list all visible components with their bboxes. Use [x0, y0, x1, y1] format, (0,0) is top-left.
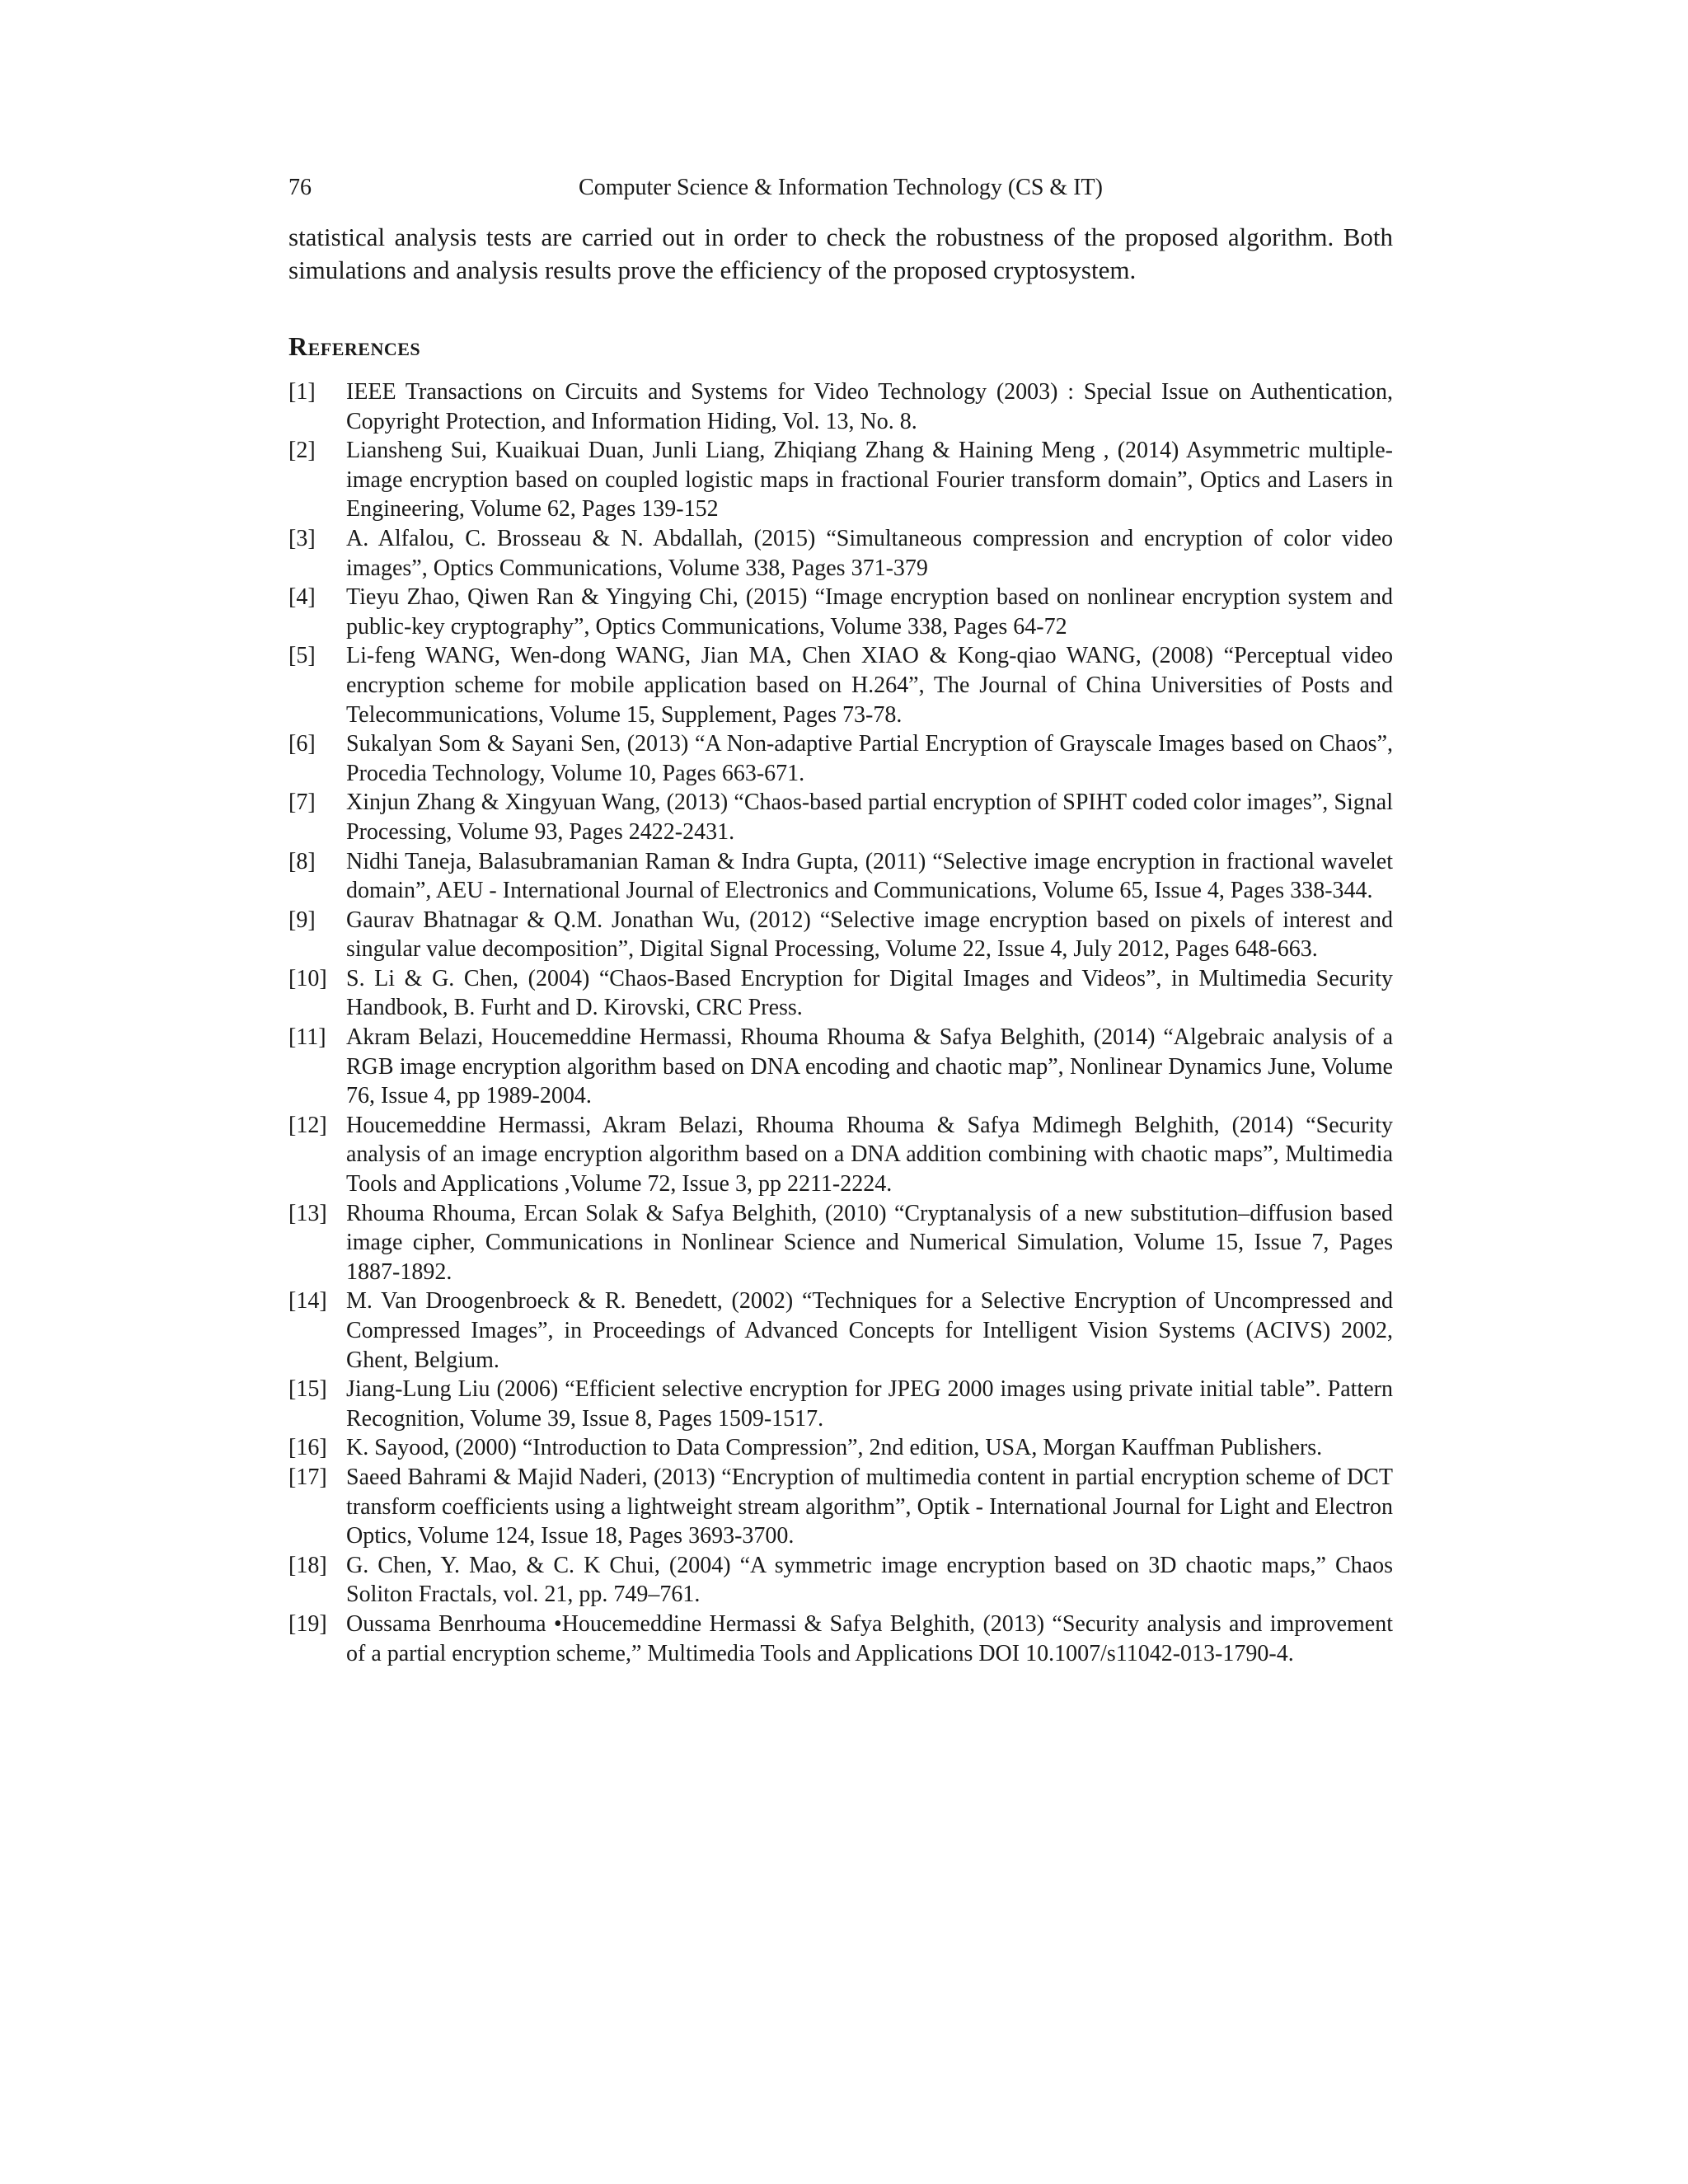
running-title: Computer Science & Information Technology (CS & IT) [579, 175, 1103, 200]
reference-item-1 [288, 377, 1393, 436]
reference-number: [15] [288, 1376, 327, 1403]
reference-number: [19] [288, 1610, 327, 1637]
reference-number: [10] [288, 965, 327, 991]
reference-text: G. Chen, Y. Mao, & C. K Chui, (2004) “A symmetric image encryption based on 3D chaotic maps,” Chaos Soliton Fractals, vol. 21, pp. 749–761. [346, 1552, 1393, 1608]
reference-number: [1] [288, 379, 316, 405]
reference-number: [11] [288, 1024, 326, 1051]
reference-text: Liansheng Sui, Kuaikuai Duan, Junli Liang, Zhiqiang Zhang & Haining Meng , (2014) Asymmetric multiple-image encryption based on coupled logistic maps in fractional Fourier transform domain”, Optics and Lasers in Engineering, Volume 62, Pages 139-152 [346, 438, 1393, 523]
reference-text: Sukalyan Som & Sayani Sen, (2013) “A Non-adaptive Partial Encryption of Grayscale Images based on Chaos”, Procedia Technology, Volume 10, Pages 663-671. [346, 731, 1393, 786]
reference-item-6 [288, 729, 1393, 788]
reference-item-5 [288, 641, 1393, 729]
page-header [288, 170, 1393, 206]
reference-number: [5] [288, 643, 316, 669]
reference-number: [7] [288, 790, 316, 816]
reference-text: IEEE Transactions on Circuits and Systems for Video Technology (2003) : Special Issue on Authentication, Copyright Protection, and Information Hiding, Vol. 13, No. 8. [346, 379, 1393, 434]
reference-item-14 [288, 1286, 1393, 1375]
reference-item-4 [288, 583, 1393, 641]
reference-text: S. Li & G. Chen, (2004) “Chaos-Based Encryption for Digital Images and Videos”, in Multimedia Security Handbook, B. Furht and D. Kirovski, CRC Press. [346, 965, 1393, 1021]
reference-text: M. Van Droogenbroeck & R. Benedett, (2002) “Techniques for a Selective Encryption of Uncompressed and Compressed Images”, in Proceedings of Advanced Concepts for Intelligent Vision Systems (ACIVS) 2002, Ghent, Belgium. [346, 1288, 1393, 1373]
reference-text: Xinjun Zhang & Xingyuan Wang, (2013) “Chaos-based partial encryption of SPIHT coded color images”, Signal Processing, Volume 93, Pages 2422-2431. [346, 790, 1393, 845]
reference-item-16 [288, 1433, 1393, 1463]
reference-item-12 [288, 1111, 1393, 1199]
reference-text: K. Sayood, (2000) “Introduction to Data Compression”, 2nd edition, USA, Morgan Kauffman Publishers. [346, 1435, 1323, 1461]
reference-item-10 [288, 964, 1393, 1023]
reference-number: [4] [288, 584, 316, 611]
reference-number: [12] [288, 1112, 327, 1138]
reference-item-18 [288, 1551, 1393, 1610]
reference-item-3 [288, 524, 1393, 583]
reference-text: Nidhi Taneja, Balasubramanian Raman & Indra Gupta, (2011) “Selective image encryption in fractional wavelet domain”, AEU - International Journal of Electronics and Communications, Volume 65, Issue 4, Pages 338-344. [346, 848, 1393, 904]
reference-item-2 [288, 436, 1393, 524]
reference-number: [18] [288, 1552, 327, 1578]
reference-text: Rhouma Rhouma, Ercan Solak & Safya Belghith, (2010) “Cryptanalysis of a new substitution–diffusion based image cipher, Communications in Nonlinear Science and Numerical Simulation, Volume 15, Issue 7, Pages 1887-1892. [346, 1200, 1393, 1285]
reference-number: [2] [288, 438, 316, 464]
references-list [288, 377, 1393, 1668]
reference-item-7 [288, 788, 1393, 846]
reference-item-15 [288, 1375, 1393, 1433]
page-number: 76 [288, 175, 312, 200]
reference-number: [13] [288, 1200, 327, 1226]
reference-number: [8] [288, 848, 316, 874]
reference-text: Saeed Bahrami & Majid Naderi, (2013) “Encryption of multimedia content in partial encryption scheme of DCT transform coefficients using a lightweight stream algorithm”, Optik - International Journal for Light and Electron Optics, Volume 124, Issue 18, Pages 3693-3700. [346, 1464, 1393, 1549]
reference-text: Akram Belazi, Houcemeddine Hermassi, Rhouma Rhouma & Safya Belghith, (2014) “Algebraic analysis of a RGB image encryption algorithm based on DNA encoding and chaotic map”, Nonlinear Dynamics June, Volume 76, Issue 4, pp 1989-2004. [346, 1024, 1393, 1109]
reference-text: Tieyu Zhao, Qiwen Ran & Yingying Chi, (2015) “Image encryption based on nonlinear encryption system and public-key cryptography”, Optics Communications, Volume 338, Pages 64-72 [346, 584, 1393, 640]
reference-text: A. Alfalou, C. Brosseau & N. Abdallah, (2015) “Simultaneous compression and encryption of color video images”, Optics Communications, Volume 338, Pages 371-379 [346, 525, 1393, 581]
reference-item-8 [288, 847, 1393, 906]
reference-item-13 [288, 1199, 1393, 1287]
reference-item-17 [288, 1463, 1393, 1551]
references-heading: References [288, 331, 421, 361]
reference-number: [16] [288, 1435, 327, 1461]
reference-text: Li-feng WANG, Wen-dong WANG, Jian MA, Chen XIAO & Kong-qiao WANG, (2008) “Perceptual video encryption scheme for mobile application based on H.264”, The Journal of China Universities of Posts and Telecommunications, Volume 15, Supplement, Pages 73-78. [346, 643, 1393, 728]
reference-number: [6] [288, 731, 316, 757]
reference-text: Gaurav Bhatnagar & Q.M. Jonathan Wu, (2012) “Selective image encryption based on pixels of interest and singular value decomposition”, Digital Signal Processing, Volume 22, Issue 4, July 2012, Pages 648-663. [346, 907, 1393, 963]
reference-number: [17] [288, 1464, 327, 1490]
intro-paragraph-block [288, 221, 1393, 287]
reference-number: [9] [288, 907, 316, 933]
reference-item-9 [288, 906, 1393, 964]
reference-number: [14] [288, 1288, 327, 1315]
reference-item-11 [288, 1023, 1393, 1111]
reference-number: [3] [288, 525, 316, 551]
reference-text: Oussama Benrhouma •Houcemeddine Hermassi & Safya Belghith, (2013) “Security analysis and improvement of a partial encryption scheme,” Multimedia Tools and Applications DOI 10.1007/s11042-013-1790-4. [346, 1610, 1393, 1666]
reference-item-19 [288, 1610, 1393, 1668]
reference-text: Houcemeddine Hermassi, Akram Belazi, Rhouma Rhouma & Safya Mdimegh Belghith, (2014) “Security analysis of an image encryption algorithm based on a DNA addition combining with chaotic maps”, Multimedia Tools and Applications ,Volume 72, Issue 3, pp 2211-2224. [346, 1112, 1393, 1197]
intro-paragraph: statistical analysis tests are carried out in order to check the robustness of the proposed algorithm. Both simulations and analysis results prove the efficiency of the proposed cryptosystem. [288, 223, 1393, 284]
reference-text: Jiang-Lung Liu (2006) “Efficient selective encryption for JPEG 2000 images using private initial table”. Pattern Recognition, Volume 39, Issue 8, Pages 1509-1517. [346, 1376, 1393, 1432]
